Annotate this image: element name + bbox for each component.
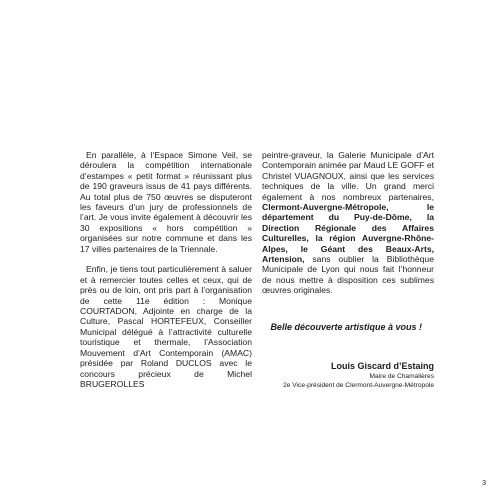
left-text-column [80,150,252,400]
partners-text-start: peintre-graveur, la Galerie Municipale d’Art Contemporain animée par Maud LE GOFF et Christel VUAGNOUX, ainsi que les services techniques de la ville. Un grand merci également à nos nombreux partenaires, [262,150,434,202]
partners-list: Clermont-Auvergne-Métropole, le département du Puy-de-Dôme, la Direction Régionale des Affaires Culturelles, la région Auvergne-Rhône-Alpes, le Géant des Beaux-Arts, Artension, [262,202,434,265]
paragraph-partners [262,150,434,296]
right-text-column [262,150,434,306]
signatory-name: Louis Giscard d’Estaing [330,361,434,371]
paragraph-exhibitions: En parallèle, à l’Espace Simone Veil, se déroulera la compétition internationale d’estampes « petit format » réunissant plus de 190 graveurs issus de 41 pays différents. Au total plus de 750 œuvres se disputeront les faveurs d’un jury de professionnels de l’art. Je vous invite également à découvrir les 30 expositions « hors compétition » organisées sur notre commune et dans les 17 villes partenaires de la Triennale. [80,150,252,254]
partners-text-end: sans oublier la Bibliothèque Municipale de Lyon qui nous fait l’honneur de nous mettre à disposition ces sublimes œuvres originales. [262,254,434,296]
closing-line: Belle découverte artistique à vous ! [270,322,422,332]
signatory-title: Maire de Chamalières [369,373,434,380]
paragraph-thanks: Enfin, je tiens tout particulièrement à saluer et à remercier toutes celles et ceux, qui de près ou de loin, ont pris part à l’organisation de cette 11e édition : Monique COURTADON, Adjointe en charge de la Culture, Pascal HORTEFEUX, Conseiller Municipal délégué à l’attractivité culturelle touristique et thermale, l’Association Mouvement d’Art Contemporain (AMAC) présidée par Roland DUCLOS avec le concours précieux de Michel BRUGEROLLES [80,264,252,389]
signatory-second-title: 2e Vice-président de Clermont-Auvergne-Métropole [283,382,434,389]
page-number: 3 [482,480,486,487]
signature-block [262,360,434,390]
